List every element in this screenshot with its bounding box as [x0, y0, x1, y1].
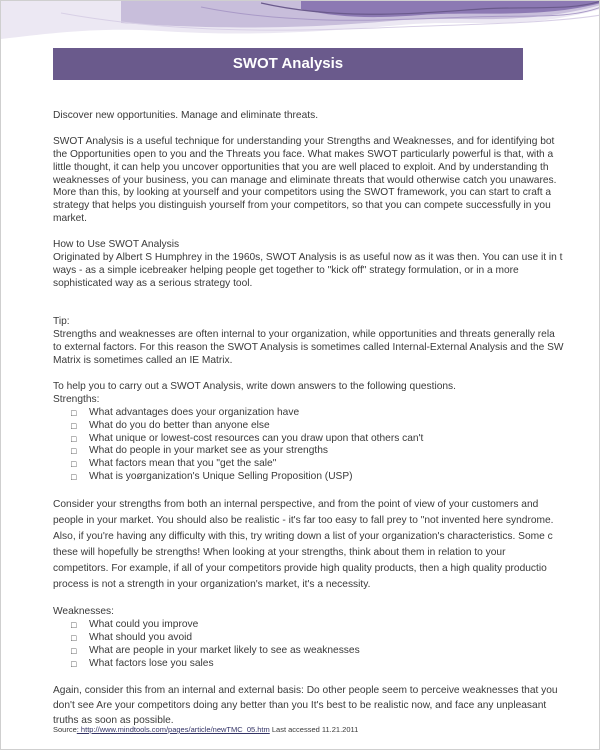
list-item: □ What is yoørganization's Unique Selling Proposition (USP) [71, 471, 353, 483]
paragraph-line: Originated by Albert S Humphrey in the 1960s, SWOT Analysis is as useful now as it was then. You can use it in t [53, 251, 563, 263]
paragraph-line: Strengths and weaknesses are often internal to your organization, while opportunities and threats generally rela [53, 329, 555, 341]
source-link[interactable]: : http://www.mindtools.com/pages/article/newTMC_05.htm [76, 725, 270, 734]
list-item: □ What do you do better than anyone else [71, 419, 270, 431]
how-to-heading: How to Use SWOT Analysis [53, 239, 180, 251]
paragraph-line: truths as soon as possible. [53, 715, 174, 727]
paragraph-line: Again, consider this from an internal and external basis: Do other people seem to perceive weaknesses that you [53, 685, 558, 697]
checkbox-bullet-icon: □ [71, 407, 77, 418]
help-line: To help you to carry out a SWOT Analysis, write down answers to the following questions. [53, 380, 456, 392]
intro-line: Discover new opportunities. Manage and eliminate threats. [53, 110, 319, 121]
checkbox-bullet-icon: □ [71, 433, 77, 444]
document-body [53, 110, 600, 728]
checkbox-bullet-icon: □ [71, 459, 77, 470]
paragraph-line: process is not a strength in your organization's market, it's a necessity. [53, 579, 371, 591]
paragraph-line: little thought, it can help you uncover opportunities that you are well placed to exploit. And by understanding th [53, 161, 549, 173]
checkbox-bullet-icon: □ [71, 420, 77, 431]
list-item: □ What do people in your market see as your strengths [71, 445, 328, 457]
list-item: □ What unique or lowest-cost resources can you draw upon that others can't [71, 432, 424, 444]
list-item: □ What advantages does your organization have [71, 406, 300, 418]
checkbox-bullet-icon: □ [71, 658, 77, 669]
strengths-heading: Strengths: [53, 393, 100, 405]
list-item: □ What should you avoid [71, 631, 193, 643]
paragraph-line: competitors. For example, if all of your competitors provide high quality products, then a high quality productio [53, 563, 547, 575]
consider-paragraph [53, 497, 600, 593]
weaknesses-list [53, 619, 600, 671]
header-wave-decoration [1, 1, 600, 41]
paragraph-line: weaknesses of your business, you can manage and eliminate threats that would otherwise catch you unawares. [53, 174, 557, 186]
tip-heading: Tip: [53, 316, 70, 328]
paragraph-line: the Opportunities open to you and the Threats you face. What makes SWOT particularly powerful is that, with a [53, 148, 554, 160]
intro-paragraph [53, 136, 600, 226]
checkbox-bullet-icon: □ [71, 632, 77, 643]
paragraph-line: Consider your strengths from both an internal perspective, and from the point of view of your customers and [53, 499, 539, 511]
how-to-paragraph [53, 252, 600, 291]
weaknesses-heading: Weaknesses: [53, 605, 114, 617]
paragraph-line: don't see Are your competitors doing any better than you It's best to be realistic now, and face any unpleasant [53, 700, 547, 712]
paragraph-line: More than this, by looking at yourself and your competitors using the SWOT framework, you can start to craft a [53, 187, 552, 199]
paragraph-line: people in your market. You should also be realistic - it's far too easy to fall prey to "not invented here syndrome. [53, 515, 554, 527]
paragraph-line: sophisticated way as a serious strategy tool. [53, 277, 253, 289]
page-title: SWOT Analysis [53, 48, 523, 80]
list-item: □ What factors mean that you "get the sale" [71, 458, 277, 470]
strengths-list [53, 407, 600, 484]
checkbox-bullet-icon: □ [71, 446, 77, 457]
list-item: □ What are people in your market likely to see as weaknesses [71, 644, 360, 656]
paragraph-line: SWOT Analysis is a useful technique for understanding your Strengths and Weaknesses, and for identifying bot [53, 135, 555, 147]
tip-paragraph [53, 329, 600, 368]
paragraph-line: ways - as a simple icebreaker helping people get together to "kick off" strategy formulation, or in a more [53, 264, 519, 276]
source-label: Source [53, 725, 77, 734]
paragraph-line: to external factors. For this reason the SWOT Analysis is sometimes called Internal-External Analysis and the SW [53, 342, 564, 354]
again-paragraph [53, 683, 600, 728]
paragraph-line: Matrix is sometimes called an IE Matrix. [53, 355, 233, 367]
source-citation [53, 725, 358, 734]
checkbox-bullet-icon: □ [71, 619, 77, 630]
paragraph-line: strategy that helps you distinguish yourself from your competitors, so that you can compete successfully in you [53, 200, 551, 212]
paragraph-line: market. [53, 213, 87, 225]
list-item: □ What could you improve [71, 618, 199, 630]
checkbox-bullet-icon: □ [71, 472, 77, 483]
paragraph-line: Also, if you're having any difficulty with this, try writing down a list of your organization's characteristics. Some c [53, 531, 553, 543]
paragraph-line: these will hopefully be strengths! When looking at your strengths, think about them in relation to your [53, 547, 506, 559]
list-item: □ What factors lose you sales [71, 657, 214, 669]
source-accessed: Last accessed 11.21.2011 [269, 725, 359, 734]
checkbox-bullet-icon: □ [71, 645, 77, 656]
